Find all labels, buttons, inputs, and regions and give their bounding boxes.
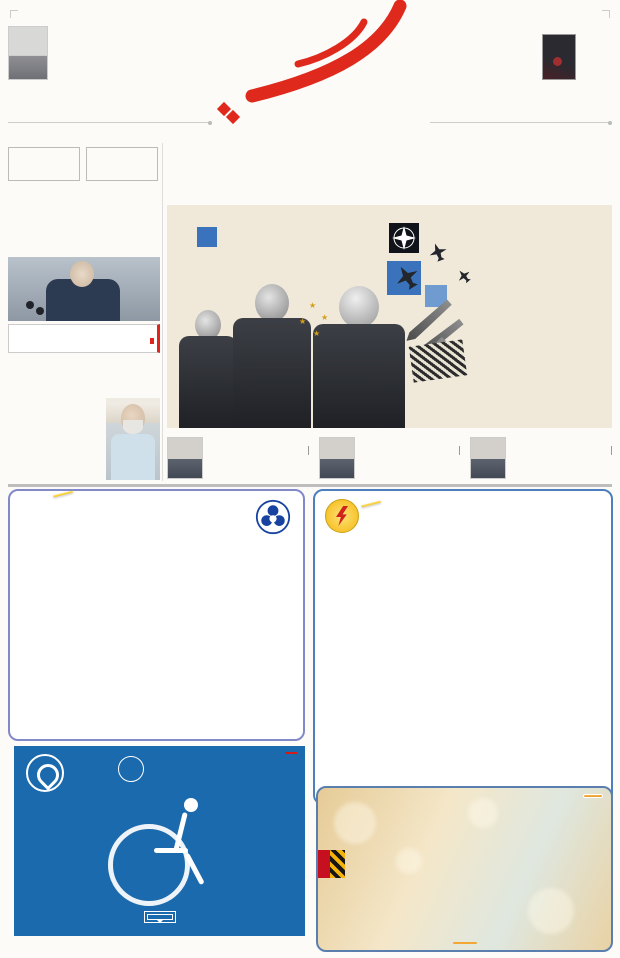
official-photo [319,437,355,479]
free-badge [285,752,297,754]
page-ref [456,446,460,455]
bokeh-circle [396,848,422,874]
gold-star-icon: ★ [313,329,321,338]
tender-body [323,535,603,781]
brief-item [470,437,612,483]
charity-emblem-icon [26,754,64,792]
sayeh-online-ad [316,786,613,952]
briefs-row [167,437,612,483]
note-box [86,147,158,181]
section-divider [8,484,612,487]
bokeh-circle [528,888,574,934]
blue-square [197,227,217,247]
politician-silhouette [179,310,237,428]
training-badge [118,756,144,782]
masthead-logo [214,0,414,118]
official-photo [167,437,203,479]
nato-flag-square [389,223,419,253]
wheelchair-calligram-icon [80,798,240,916]
politician-silhouette [233,284,311,428]
press-conference-photo [8,257,160,321]
tender-footer [18,733,168,734]
gold-star-icon: ★ [309,301,317,310]
top-right-article [462,28,612,136]
gold-star-icon: ★ [299,317,307,326]
logo-brush-stroke-icon [214,0,414,118]
caption-badge [150,338,154,344]
lead-illustration [167,205,612,428]
official-photo [470,437,506,479]
page-ref [608,446,612,455]
free-banner [147,914,173,920]
charity-ad [14,746,305,936]
nato-star-icon [389,223,419,253]
hatched-block [409,339,467,382]
gas-company-logo [253,499,293,540]
brief-item [319,437,461,483]
corner-ornament [602,10,610,18]
history-photo [542,34,576,80]
bokeh-circle [334,802,376,844]
trump-silhouette [313,286,405,428]
page-ref [305,446,309,455]
round-badge [361,501,381,508]
top-left-article [8,22,200,138]
hazard-stripes-icon [330,850,345,878]
news-agency-pill [583,794,603,798]
brief-item [167,437,309,483]
portrait-photo [106,398,160,480]
masthead-rule [8,122,212,123]
corner-ornament [10,10,18,18]
gold-star-icon: ★ [321,313,329,322]
tender-column-left [18,547,154,697]
spokesman-photo [8,26,48,80]
column-divider [162,143,163,481]
gas-company-logo-icon [255,499,291,535]
round-badge [53,491,73,498]
bokeh-circle [468,798,498,828]
note-box [8,147,80,181]
fighter-jet-icon [454,266,474,286]
email-address [453,942,477,944]
photo-caption [8,324,160,353]
power-tender-ad [313,489,613,805]
tender-column-right [159,547,295,731]
gas-tender-ad [8,489,305,741]
fighter-jet-icon [426,240,449,263]
website-banner [316,850,345,878]
